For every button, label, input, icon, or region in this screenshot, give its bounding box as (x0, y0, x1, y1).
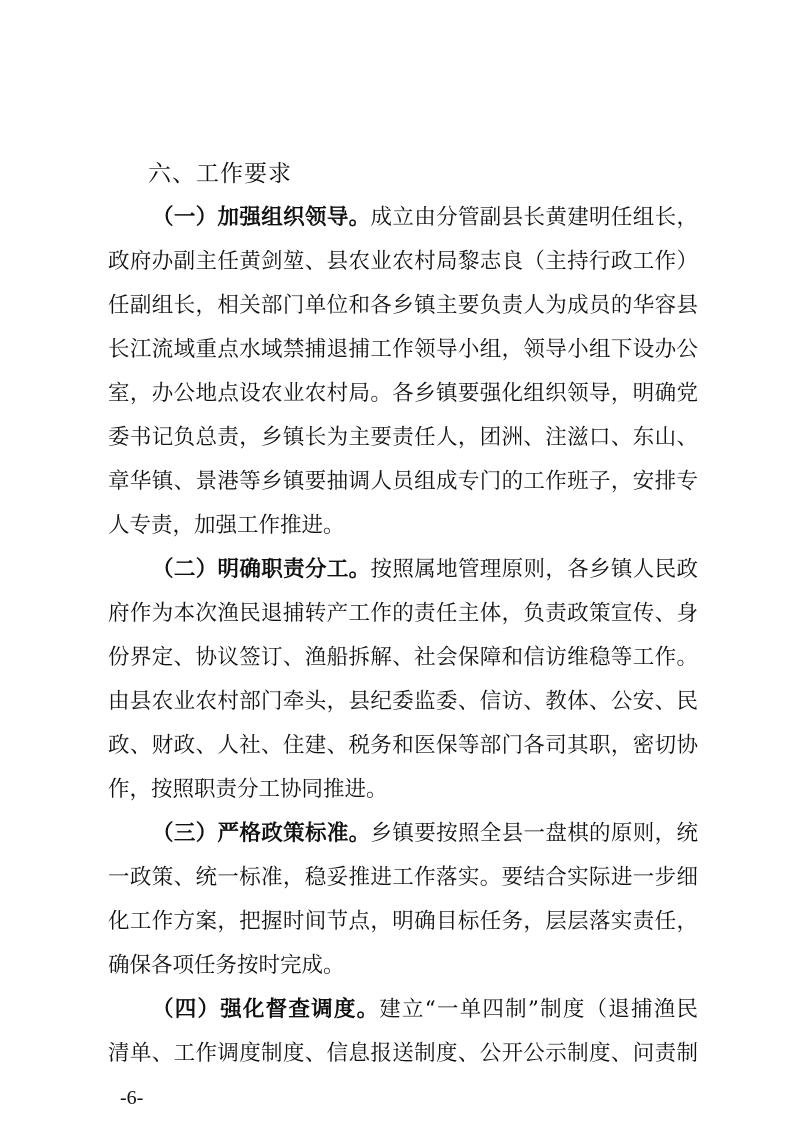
paragraph-3-line-3: 化工作方案，把握时间节点，明确目标任务，层层落实责任， (108, 909, 698, 934)
paragraph-1-line-8: 人专责，加强工作推进。 (108, 513, 345, 538)
paragraph-2-line-1 (152, 554, 698, 586)
paragraph-3-line-2: 一政策、统一标准，稳妥推进工作落实。要结合实际进一步细 (108, 865, 698, 890)
paragraph-1-title: （一）加强组织领导。 (152, 205, 371, 230)
paragraph-3-title: （三）严格政策标准。 (152, 821, 371, 846)
paragraph-3-line-4: 确保各项任务按时完成。 (108, 953, 345, 978)
paragraph-1-text: 成立由分管副县长黄建明任组长， (370, 205, 698, 230)
paragraph-1-line-5: 室，办公地点设农业农村局。各乡镇要强化组织领导，明确党 (108, 381, 698, 406)
paragraph-2-line-2: 府作为本次渔民退捕转产工作的责任主体，负责政策宣传、身 (108, 601, 698, 626)
paragraph-4-line-2: 清单、工作调度制度、信息报送制度、公开公示制度、问责制 (108, 1041, 698, 1066)
paragraph-1-line-2: 政府办副主任黄剑堃、县农业农村局黎志良（主持行政工作） (108, 249, 698, 274)
section-heading: 六、工作要求 (148, 161, 292, 187)
paragraph-2-text: 按照属地管理原则，各乡镇人民政 (370, 557, 698, 582)
paragraph-3-line-1 (152, 818, 698, 850)
paragraph-1-line-6: 委书记负总责，乡镇长为主要责任人，团洲、注滋口、东山、 (108, 425, 698, 450)
paragraph-2-line-5: 政、财政、人社、住建、税务和医保等部门各司其职，密切协 (108, 733, 698, 758)
paragraph-2-title: （二）明确职责分工。 (152, 557, 371, 582)
paragraph-4-title: （四）强化督查调度。 (152, 997, 380, 1022)
paragraph-2-line-3: 份界定、协议签订、渔船拆解、社会保障和信访维稳等工作。 (108, 645, 698, 670)
paragraph-1-line-4: 长江流域重点水域禁捕退捕工作领导小组，领导小组下设办公 (108, 337, 698, 362)
paragraph-1-line-3: 任副组长，相关部门单位和各乡镇主要负责人为成员的华容县 (108, 293, 698, 318)
paragraph-2-line-6: 作，按照职责分工协同推进。 (108, 777, 388, 802)
paragraph-2-line-4: 由县农业农村部门牵头，县纪委监委、信访、教体、公安、民 (108, 689, 698, 714)
paragraph-1-line-7: 章华镇、景港等乡镇要抽调人员组成专门的工作班子，安排专 (108, 469, 698, 494)
paragraph-3-text: 乡镇要按照全县一盘棋的原则，统 (370, 821, 698, 846)
paragraph-4-line-1 (152, 994, 698, 1026)
paragraph-1-line-1 (152, 202, 698, 234)
paragraph-4-text: 建立“一单四制”制度（退捕渔民 (379, 997, 698, 1022)
page-number: -6- (120, 1087, 144, 1109)
